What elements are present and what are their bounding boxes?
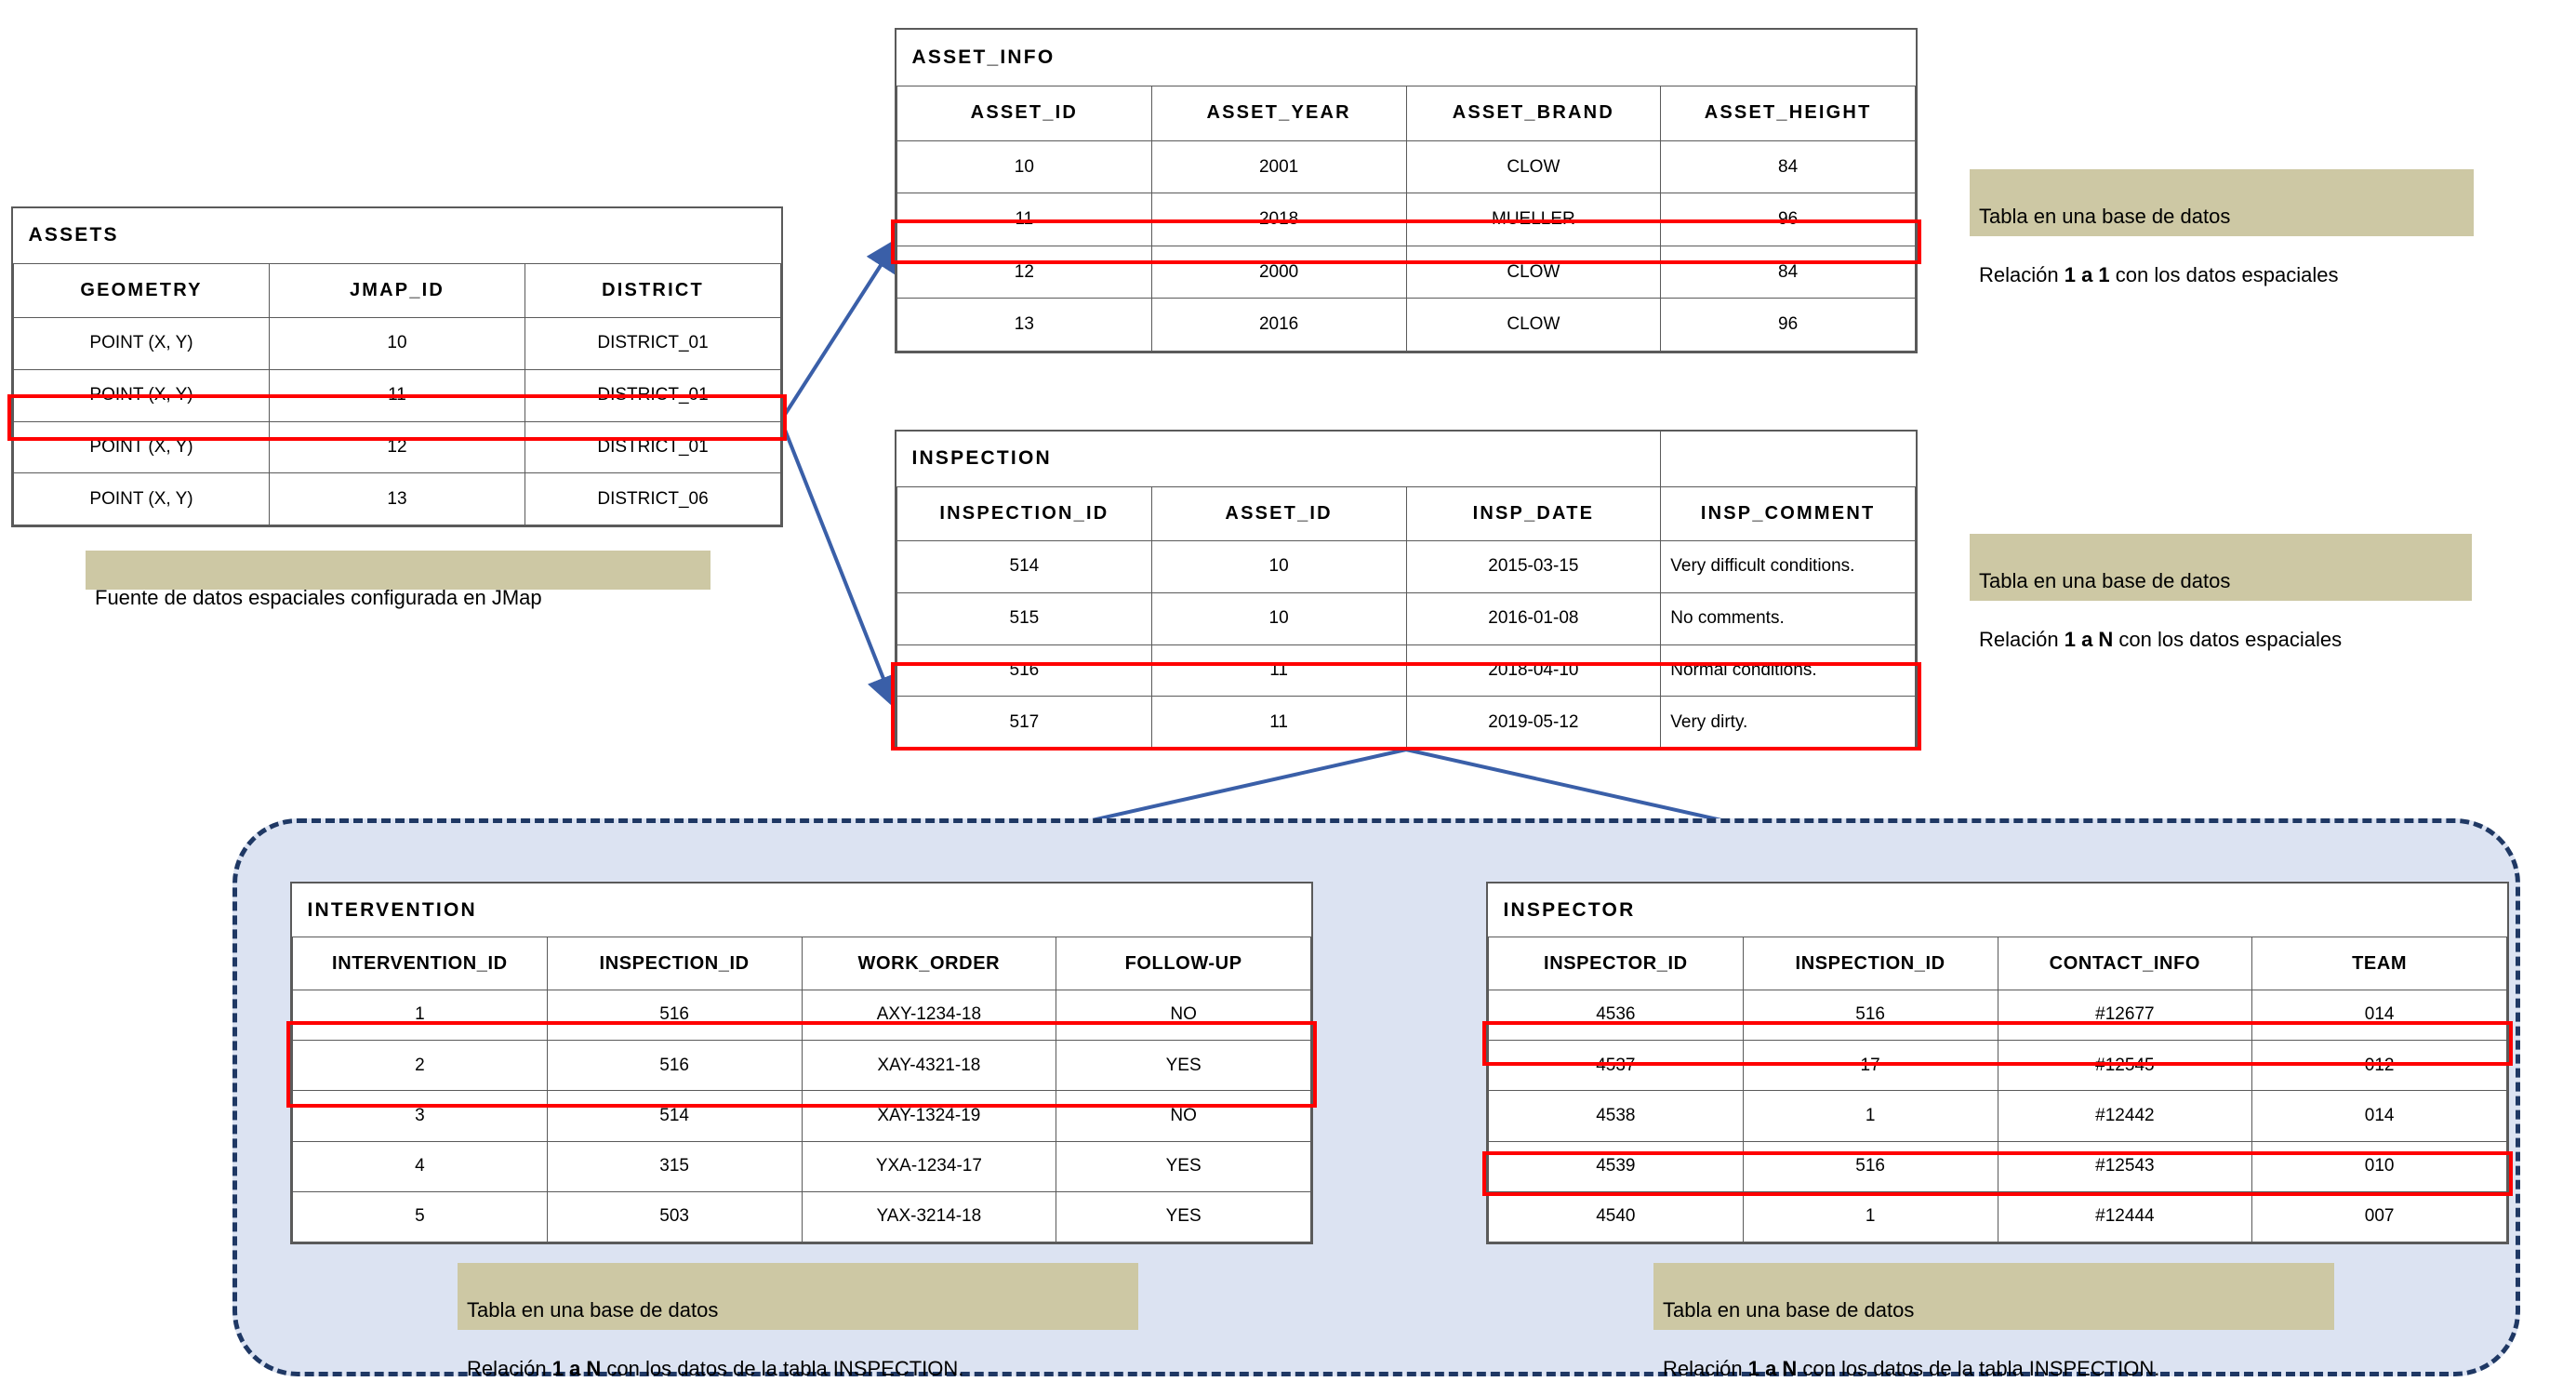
table-row <box>293 1141 1311 1191</box>
cell-insp-comment: Very difficult conditions. <box>1661 541 1916 593</box>
table-row <box>1489 1141 2507 1191</box>
cell-inspection-id: 503 <box>547 1191 802 1242</box>
table-row <box>897 193 1916 246</box>
cell-insp-date: 2018-04-10 <box>1406 644 1661 697</box>
note-inspection: Tabla en una base de datos Relación 1 a N con los datos espaciales <box>1970 534 2472 601</box>
table-row <box>1489 1091 2507 1141</box>
cell-work-order: AXY-1234-18 <box>802 990 1056 1040</box>
table-asset-info-title: ASSET_INFO <box>897 30 1916 86</box>
cell-team: 010 <box>2252 1141 2507 1191</box>
table-row <box>293 1191 1311 1242</box>
cell-insp-date: 2019-05-12 <box>1406 697 1661 749</box>
column-header-insp-comment: INSP_COMMENT <box>1661 486 1916 540</box>
table-row <box>897 541 1916 593</box>
cell-insp-date: 2016-01-08 <box>1406 592 1661 644</box>
cell-inspection-id: 515 <box>897 592 1152 644</box>
cell-work-order: XAY-4321-18 <box>802 1041 1056 1091</box>
column-header-inspection-id: INSPECTION_ID <box>1743 937 1998 990</box>
column-header-asset-height: ASSET_HEIGHT <box>1661 86 1916 140</box>
table-intervention <box>290 882 1313 1244</box>
cell-asset-brand: CLOW <box>1406 246 1661 299</box>
cell-inspection-id: 514 <box>547 1091 802 1141</box>
cell-geometry: POINT (X, Y) <box>14 318 270 370</box>
cell-contact-info: #12543 <box>1998 1141 2252 1191</box>
cell-asset-year: 2000 <box>1151 246 1406 299</box>
table-row <box>293 1041 1311 1091</box>
cell-asset-height: 84 <box>1661 140 1916 193</box>
cell-asset-year: 2016 <box>1151 299 1406 352</box>
cell-inspector-id: 4536 <box>1489 990 1744 1040</box>
column-header-inspection-id: INSPECTION_ID <box>547 937 802 990</box>
table-row <box>897 644 1916 697</box>
cell-inspection-id: 1 <box>1743 1091 1998 1141</box>
cell-asset-id: 12 <box>897 246 1152 299</box>
table-intervention-title: INTERVENTION <box>293 884 1311 937</box>
cell-geometry: POINT (X, Y) <box>14 421 270 473</box>
column-header-team: TEAM <box>2252 937 2507 990</box>
cell-asset-id: 11 <box>1151 644 1406 697</box>
cell-geometry: POINT (X, Y) <box>14 369 270 421</box>
cell-inspection-id: 514 <box>897 541 1152 593</box>
table-inspection-title-spacer <box>1661 432 1916 486</box>
cell-jmap-id: 10 <box>270 318 525 370</box>
column-header-inspection-id: INSPECTION_ID <box>897 486 1152 540</box>
cell-work-order: YAX-3214-18 <box>802 1191 1056 1242</box>
cell-insp-comment: Very dirty. <box>1661 697 1916 749</box>
table-row <box>1489 1041 2507 1091</box>
column-header-asset-year: ASSET_YEAR <box>1151 86 1406 140</box>
cell-work-order: YXA-1234-17 <box>802 1141 1056 1191</box>
column-header-insp-date: INSP_DATE <box>1406 486 1661 540</box>
cell-asset-brand: CLOW <box>1406 299 1661 352</box>
cell-jmap-id: 11 <box>270 369 525 421</box>
column-header-geometry: GEOMETRY <box>14 263 270 317</box>
table-inspection <box>895 430 1918 751</box>
cell-geometry: POINT (X, Y) <box>14 473 270 525</box>
cell-follow-up: NO <box>1056 1091 1311 1141</box>
table-row <box>897 246 1916 299</box>
cell-follow-up: YES <box>1056 1191 1311 1242</box>
cell-jmap-id: 12 <box>270 421 525 473</box>
cell-contact-info: #12442 <box>1998 1091 2252 1141</box>
cell-asset-id: 10 <box>1151 592 1406 644</box>
table-row <box>293 1091 1311 1141</box>
cell-asset-id: 10 <box>1151 541 1406 593</box>
cell-work-order: XAY-1324-19 <box>802 1091 1056 1141</box>
table-row <box>14 318 781 370</box>
column-header-asset-brand: ASSET_BRAND <box>1406 86 1661 140</box>
table-row <box>14 473 781 525</box>
cell-follow-up: YES <box>1056 1141 1311 1191</box>
column-header-intervention-id: INTERVENTION_ID <box>293 937 548 990</box>
note-asset-info: Tabla en una base de datos Relación 1 a 1 con los datos espaciales <box>1970 169 2474 236</box>
table-assets <box>11 206 783 527</box>
cell-team: 014 <box>2252 1091 2507 1141</box>
cell-follow-up: NO <box>1056 990 1311 1040</box>
cell-inspector-id: 4539 <box>1489 1141 1744 1191</box>
cell-district: DISTRICT_01 <box>525 369 781 421</box>
column-header-contact-info: CONTACT_INFO <box>1998 937 2252 990</box>
cell-intervention-id: 3 <box>293 1091 548 1141</box>
note-intervention: Tabla en una base de datos Relación 1 a N con los datos de la tabla INSPECTION. <box>458 1263 1138 1330</box>
cell-jmap-id: 13 <box>270 473 525 525</box>
cell-asset-id: 11 <box>1151 697 1406 749</box>
cell-asset-height: 96 <box>1661 193 1916 246</box>
cell-contact-info: #12545 <box>1998 1041 2252 1091</box>
cell-asset-id: 13 <box>897 299 1152 352</box>
cell-asset-brand: MUELLER <box>1406 193 1661 246</box>
cell-insp-comment: Normal conditions. <box>1661 644 1916 697</box>
cell-asset-year: 2018 <box>1151 193 1406 246</box>
cell-follow-up: YES <box>1056 1041 1311 1091</box>
note-inspector: Tabla en una base de datos Relación 1 a N con los datos de la tabla INSPECTION. <box>1653 1263 2334 1330</box>
cell-team: 007 <box>2252 1191 2507 1242</box>
cell-inspection-id: 516 <box>1743 1141 1998 1191</box>
column-header-asset-id: ASSET_ID <box>1151 486 1406 540</box>
table-inspector-title: INSPECTOR <box>1489 884 2507 937</box>
cell-asset-brand: CLOW <box>1406 140 1661 193</box>
table-row <box>897 299 1916 352</box>
cell-asset-year: 2001 <box>1151 140 1406 193</box>
cell-intervention-id: 1 <box>293 990 548 1040</box>
cell-inspection-id: 516 <box>547 1041 802 1091</box>
table-inspection-title: INSPECTION <box>897 432 1661 486</box>
column-header-inspector-id: INSPECTOR_ID <box>1489 937 1744 990</box>
cell-intervention-id: 5 <box>293 1191 548 1242</box>
table-row <box>14 369 781 421</box>
table-assets-title: ASSETS <box>14 208 781 263</box>
cell-asset-height: 84 <box>1661 246 1916 299</box>
cell-asset-id: 10 <box>897 140 1152 193</box>
cell-insp-date: 2015-03-15 <box>1406 541 1661 593</box>
table-asset-info <box>895 28 1918 353</box>
cell-district: DISTRICT_01 <box>525 421 781 473</box>
cell-inspector-id: 4540 <box>1489 1191 1744 1242</box>
column-header-jmap-id: JMAP_ID <box>270 263 525 317</box>
table-row <box>1489 1191 2507 1242</box>
cell-intervention-id: 2 <box>293 1041 548 1091</box>
cell-insp-comment: No comments. <box>1661 592 1916 644</box>
cell-team: 012 <box>2252 1041 2507 1091</box>
table-row <box>897 140 1916 193</box>
cell-district: DISTRICT_06 <box>525 473 781 525</box>
cell-asset-id: 11 <box>897 193 1152 246</box>
cell-district: DISTRICT_01 <box>525 318 781 370</box>
table-row <box>897 697 1916 749</box>
cell-inspector-id: 4537 <box>1489 1041 1744 1091</box>
table-row <box>293 990 1311 1040</box>
cell-inspection-id: 517 <box>897 697 1152 749</box>
cell-inspection-id: 1 <box>1743 1191 1998 1242</box>
cell-inspection-id: 516 <box>1743 990 1998 1040</box>
column-header-asset-id: ASSET_ID <box>897 86 1152 140</box>
cell-inspection-id: 315 <box>547 1141 802 1191</box>
table-row <box>14 421 781 473</box>
cell-inspection-id: 17 <box>1743 1041 1998 1091</box>
table-row <box>1489 990 2507 1040</box>
table-inspector <box>1486 882 2509 1244</box>
cell-team: 014 <box>2252 990 2507 1040</box>
column-header-follow-up: FOLLOW-UP <box>1056 937 1311 990</box>
column-header-district: DISTRICT <box>525 263 781 317</box>
cell-inspector-id: 4538 <box>1489 1091 1744 1141</box>
cell-inspection-id: 516 <box>897 644 1152 697</box>
column-header-work-order: WORK_ORDER <box>802 937 1056 990</box>
cell-inspection-id: 516 <box>547 990 802 1040</box>
cell-contact-info: #12677 <box>1998 990 2252 1040</box>
note-assets: Fuente de datos espaciales configurada en JMap <box>86 551 710 590</box>
cell-asset-height: 96 <box>1661 299 1916 352</box>
table-row <box>897 592 1916 644</box>
cell-contact-info: #12444 <box>1998 1191 2252 1242</box>
cell-intervention-id: 4 <box>293 1141 548 1191</box>
